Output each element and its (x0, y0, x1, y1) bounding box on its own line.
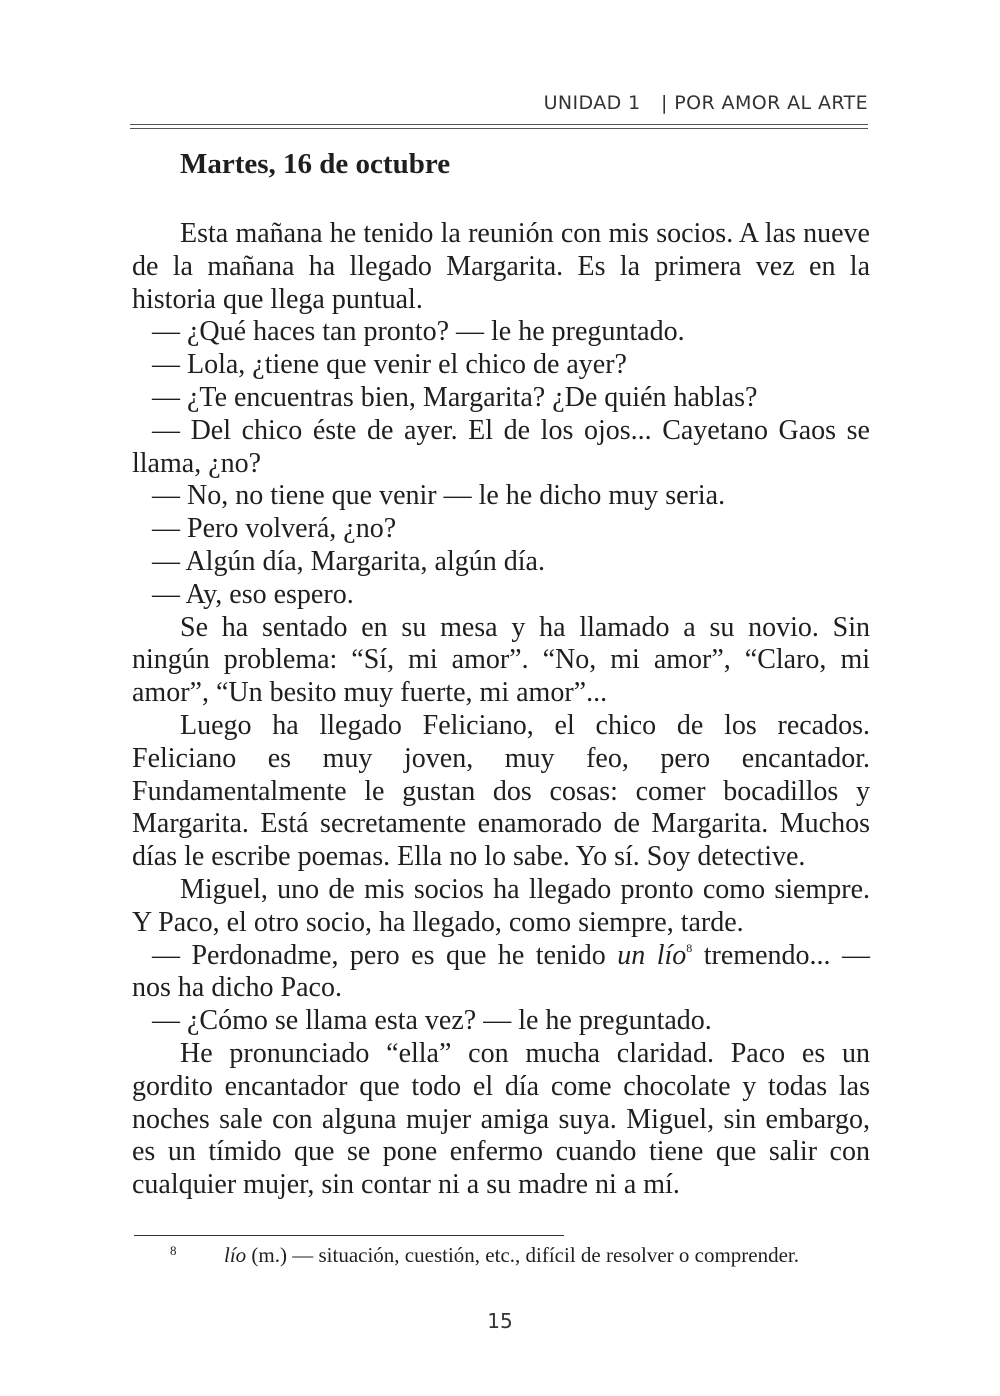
dialogue-line-lio (132, 940, 870, 1006)
paragraph: Luego ha llegado Feliciano, el chico de los recados. Feliciano es muy joven, muy feo, pero encantador. Fundamentalmente le gustan dos cosas: comer bocadillos y Margarita. Está secretamente enamorado de Margarita. Muchos días le escribe poemas. Ella no lo sabe. Yo sí. Soy detective. (132, 709, 870, 873)
paragraph: Esta mañana he tenido la reunión con mis socios. A las nueve de la mañana ha llegado Margarita. Es la primera vez en la historia que llega puntual. (132, 218, 870, 315)
dialogue-line: — Algún día, Margarita, algún día. (152, 545, 545, 577)
main-text (132, 218, 870, 1202)
dialogue-line: — ¿Qué haces tan pronto? — le he preguntado. (152, 316, 685, 348)
paragraph: He pronunciado “ella” con mucha claridad. Paco es un gordito encantador que todo el día come chocolate y todas las noches sale con alguna mujer amiga suya. Miguel, sin embargo, es un tímido que se pone enfermo cuando tiene que salir con cualquier mujer, sin contar ni a su madre ni a mí. (132, 1037, 870, 1201)
diary-entry-title: Martes, 16 de octubre (180, 148, 451, 180)
footnote-term: lío (224, 1243, 247, 1267)
header-rule (130, 124, 868, 125)
dialogue-line: — ¿Te encuentras bien, Margarita? ¿De quién hablas? (152, 381, 758, 413)
header-section: POR AMOR AL ARTE (674, 92, 868, 114)
dialogue-line: — Lola, ¿tiene que venir el chico de ayer? (152, 349, 627, 381)
footnote-text: (m.) — situación, cuestión, etc., difícil de resolver o comprender. (246, 1243, 800, 1267)
page-number: 15 (487, 1309, 513, 1333)
dialogue-line: — ¿Cómo se llama esta vez? — le he preguntado. (152, 1005, 712, 1037)
dialogue-line: — No, no tiene que venir — le he dicho muy seria. (152, 480, 726, 512)
lio-italic-term: un lío (617, 939, 687, 971)
dialogue-line: — Ay, eso espero. (152, 578, 354, 610)
running-header (544, 92, 868, 114)
header-unit: UNIDAD 1 (543, 92, 641, 114)
dialogue-line: — Del chico éste de ayer. El de los ojos... Cayetano Gaos se llama, ¿no? (132, 414, 870, 479)
lio-after: tremendo... — nos ha dicho Paco. (132, 939, 870, 1004)
footnote-number: 8 (170, 1243, 177, 1258)
lio-before: — Perdonadme, pero es que he tenido (152, 939, 618, 971)
paragraph: Se ha sentado en su mesa y ha llamado a su novio. Sin ningún problema: “Sí, mi amor”. “No, mi amor”, “Claro, mi amor”, “Un besito muy fuerte, mi amor”... (132, 611, 870, 709)
header-separator: | (661, 92, 668, 114)
paragraph: Miguel, uno de mis socios ha llegado pronto como siempre. Y Paco, el otro socio, ha llegado, como siempre, tarde. (132, 873, 870, 938)
footnote (170, 1243, 799, 1268)
footnote-rule (134, 1235, 564, 1236)
header-rule-double (130, 128, 868, 129)
footnote-ref: 8 (686, 940, 693, 955)
dialogue-line: — Pero volverá, ¿no? (152, 513, 397, 545)
